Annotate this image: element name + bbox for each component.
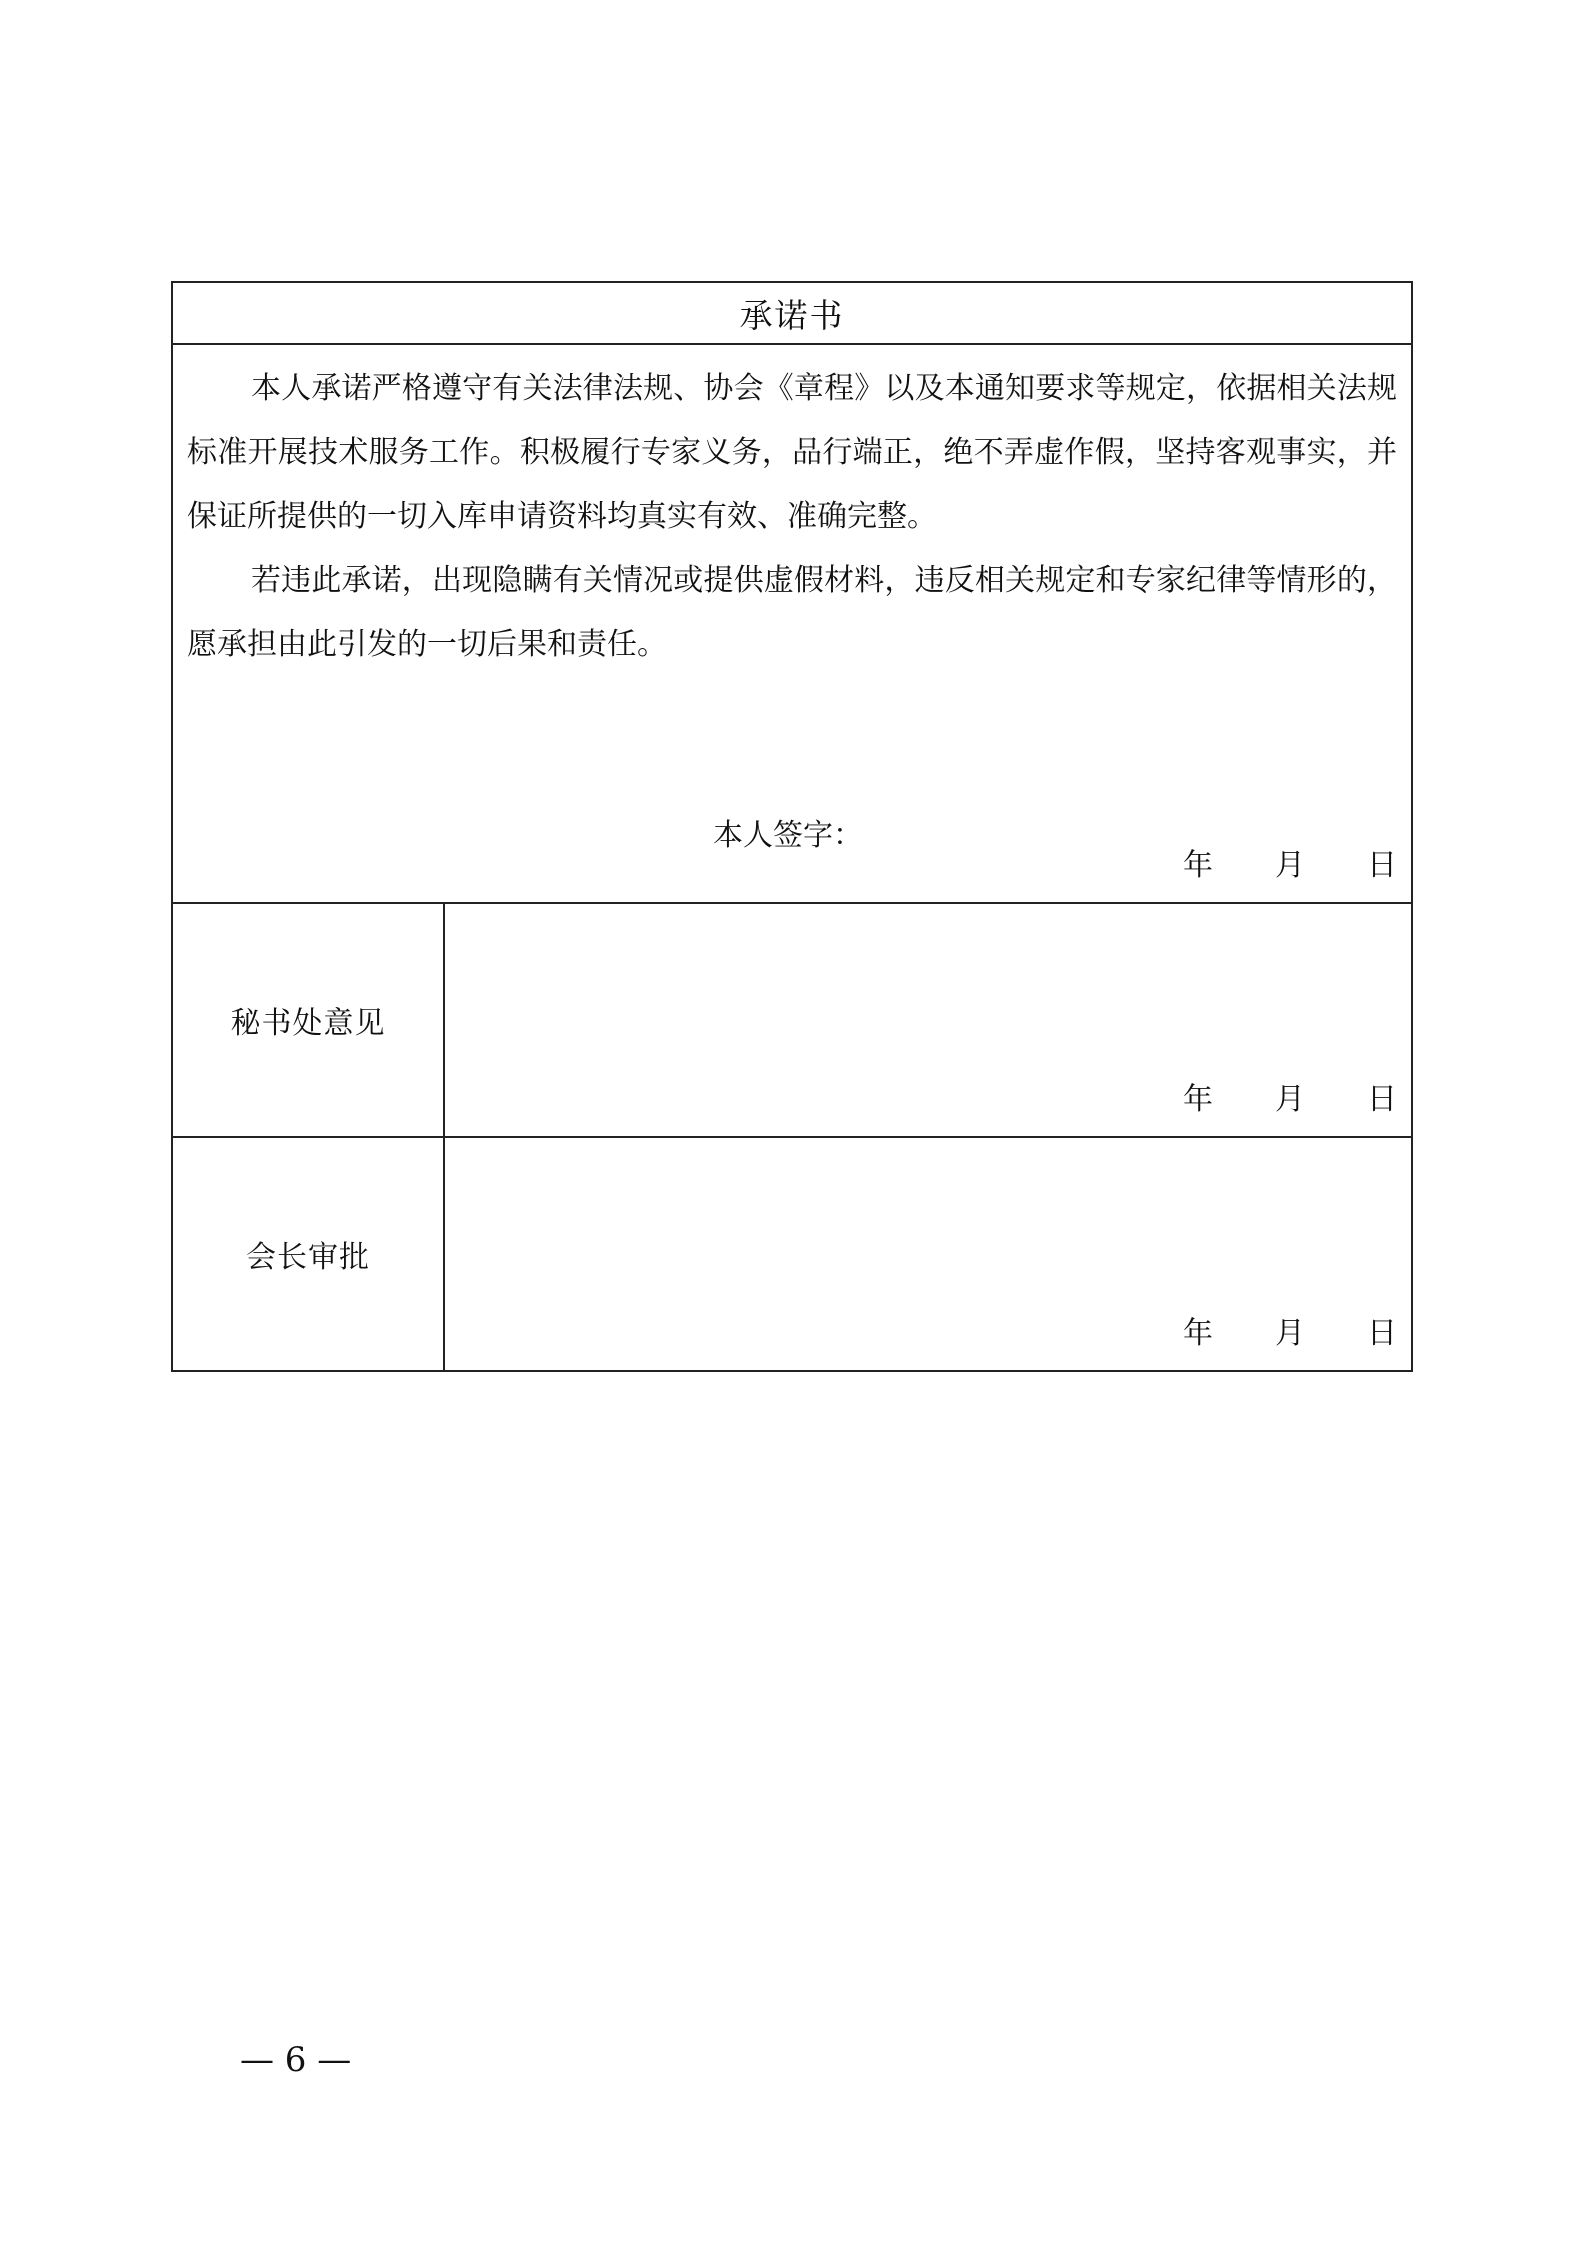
date-year: 年 (1183, 1316, 1213, 1351)
secretariat-date-line (1183, 1074, 1397, 1118)
secretariat-opinion-field[interactable] (444, 903, 1412, 1137)
secretariat-label: 秘书处意见 (172, 903, 444, 1137)
pledge-date-line (1183, 840, 1397, 884)
form-title: 承诺书 (172, 282, 1412, 344)
pledge-paragraph-1: 本人承诺严格遵守有关法律法规、协会《章程》以及本通知要求等规定，依据相关法规标准开展技术服务工作。积极履行专家义务，品行端正，绝不弄虚作假，坚持客观事实，并保证所提供的一切入库申请资料均真实有效、准确完整。 (187, 371, 1397, 534)
president-row (172, 1137, 1412, 1371)
date-year: 年 (1183, 1082, 1213, 1117)
pledge-form-table (171, 281, 1413, 1372)
pledge-cell (172, 344, 1412, 903)
pledge-body (173, 345, 1411, 677)
president-date-line (1183, 1308, 1397, 1352)
president-approval-field[interactable] (444, 1137, 1412, 1371)
date-month: 月 (1275, 848, 1305, 883)
title-row (172, 282, 1412, 344)
pledge-paragraph-2: 若违此承诺，出现隐瞒有关情况或提供虚假材料，违反相关规定和专家纪律等情形的，愿承担由此引发的一切后果和责任。 (187, 563, 1397, 662)
date-year: 年 (1183, 848, 1213, 883)
date-day: 日 (1367, 1316, 1397, 1351)
secretariat-row (172, 903, 1412, 1137)
date-month: 月 (1275, 1082, 1305, 1117)
date-day: 日 (1367, 1082, 1397, 1117)
page-number: — 6 — (240, 2040, 352, 2080)
date-month: 月 (1275, 1316, 1305, 1351)
signature-label: 本人签字： (713, 818, 863, 853)
date-day: 日 (1367, 848, 1397, 883)
pledge-row (172, 344, 1412, 903)
president-label: 会长审批 (172, 1137, 444, 1371)
